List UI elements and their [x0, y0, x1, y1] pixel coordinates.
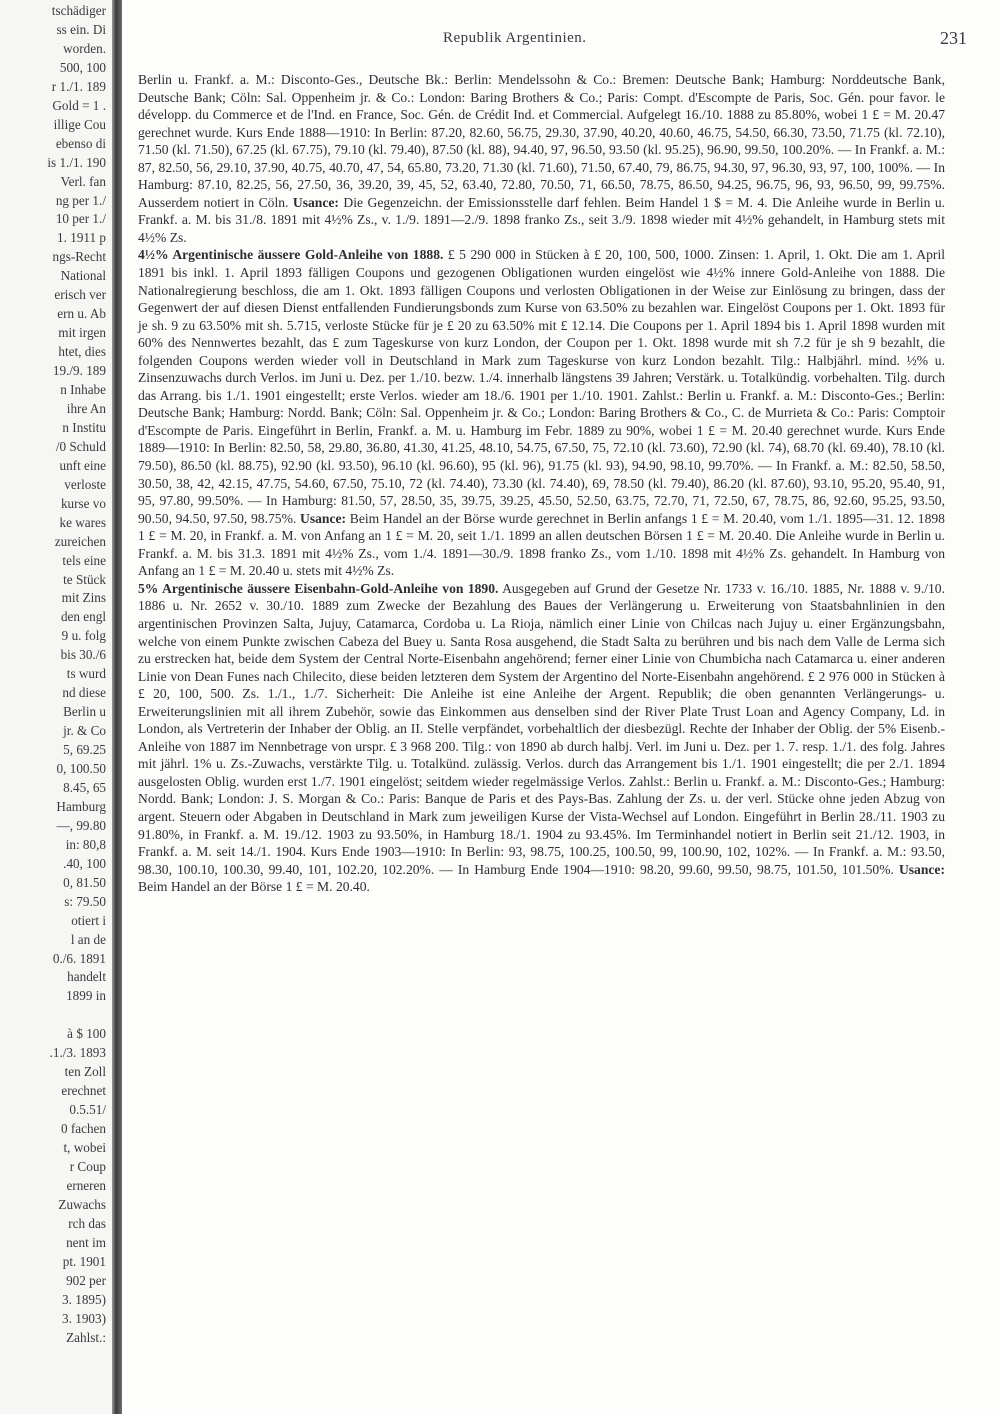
- facing-page-line: ng per 1./: [55, 192, 106, 208]
- facing-page-line: erisch ver: [54, 287, 106, 303]
- facing-page-line: worden.: [63, 40, 106, 56]
- section-heading: 4½% Argentinische äussere Gold-Anleihe von 1888.: [138, 247, 444, 263]
- paragraph-text: £ 5 290 000 in Stücken à £ 20, 100, 500, 1000. Zinsen: 1. April, 1. Okt. Die am 1. April 1891 bis inkl. 1. April 1893 fälligen Coupons und gezogenen Obligationen wurden eingelöst wie 4½% innere Gold-Anleihe von 1888. Die Nationalregierung beschloss, die am 1. Okt. 1893 fälligen Coupons und verlosten Obligationen in der Weise zur Einlösung zu bringen, dass der Gegenwert der auf diesen Dienst entfallenden Fundierungsbonds zum Kurse von 63.50% zu bezahlen war. Eingelöst Coupons per 1. Okt. 1893 für je sh. 9 zu 63.50% mit sh. 5.715, verloste Stücke für je £ 20 zu 63.50% mit £ 12.14. Die Coupons per 1. April 1894 bis 1. April 1898 wurden mit 60% des Nennwertes bezahlt, das £ zum Tageskurse von kurz London, der Coupon per 1. Okt. 1898 wurde mit sh 7.2 für je sh 9 bezahlt, die folgenden Coupons werden wieder voll in Deutschland in Mark zum Tageskurse von kurz London bezahlt. Tilg.: Halbjährl. mind. ½% u. Zinsenzuwachs durch Verlos. im Juni u. Dez. per 1./10. bezw. 1./4. innerhalb längstens 39 Jahren; Verstärk. u. Totalkündig. vorbehalten. Tilg. durch das Arrang. bis 1./1. 1901 eingestellt; erste Verlos. wieder am 18./6. 1901 per 1./10. 1901. Zahlst.: Berlin u. Frankf. a. M.: Disconto-Ges.; Berlin: Deutsche Bank; Hamburg: Nordd. Bank; Cöln: Sal. Oppenheim jr. & Co.; London: Baring Brothers & Co., C. de Murrieta & Co.: Paris: Comptoir d'Escompte de Paris. Eingeführt in Berlin, Frankf. a. M. u. Hamburg im Febr. 1889 zu 90%, wobei 1 £ = M. 20.40 gerechnet wurde. Kurs Ende 1889—1910: In Berlin: 82.50, 58, 29.80, 36.80, 41.30, 41.25, 48.10, 54.75, 67.50, 75, 72.10 (kl. 73.60), 72.90 (kl. 74), 68.70 (kl. 69.40), 78.10 (kl. 79.50), 86.50 (kl. 88.75), 92.90 (kl. 93.50), 96.10 (kl. 96.60), 95 (kl. 96), 91.75 (kl. 93), 94.90, 98.10, 99.70%. — In Frankf. a. M.: 82.50, 58.50, 30.50, 38, 42, 42.15, 47.75, 54.60, 67.50, 75.10, 72 (kl. 74.40), 73.30 (kl. 74.40), 69, 78.50 (kl. 79.40), 86.20 (kl. 87.60), 93.10, 95.20, 95.40, 91, 95, 97.80, 99.50%. — In Hamburg: 81.50, 57, 28.50, 35, 39.75, 39.25, 45.50, 52.50, 63.75, 72.70, 71, 72.50, 67, 78.75, 86, 92.60, 95.25, 93.50, 90.50, 94.50, 97.50, 98.75%.: [138, 247, 946, 526]
- facing-page-line: 1. 1911 p: [57, 230, 106, 246]
- facing-page-line: ngs-Recht: [52, 249, 106, 265]
- body-text: [138, 71, 945, 896]
- facing-page-line: à $ 100: [67, 1026, 106, 1042]
- facing-page-line: erneren: [66, 1177, 106, 1193]
- facing-page-line: pt. 1901: [62, 1253, 106, 1269]
- facing-page-line: 500, 100: [59, 59, 106, 75]
- facing-page-line: 3. 1903): [62, 1310, 106, 1326]
- facing-page-line: 902 per: [66, 1272, 106, 1288]
- facing-page-line: in: 80,8: [65, 836, 106, 852]
- paragraph-text: Die Gegenzeichn. der Emissionsstelle darf fehlen. Beim Handel 1 $ = M. 4. Die Anleihe wurde in Berlin u. Frankf. a. M. bis 31./8. 1891 mit 4½% Zs., v. 1./9. 1891—2./9. 1898 franko Zs., seit 3./9. 1898 wieder mit 4½% gehandelt, in Hamburg stets mit 4½% Zs.: [138, 194, 946, 245]
- facing-page-line: r 1./1. 189: [51, 78, 106, 94]
- facing-page-line: 0 fachen: [60, 1121, 106, 1137]
- facing-page-line: Zuwachs: [58, 1196, 106, 1212]
- facing-page-line: mit Zins: [61, 590, 106, 606]
- facing-page-line: Hamburg: [56, 798, 106, 814]
- facing-page-line: l an de: [70, 931, 106, 947]
- facing-page-line: 9 u. folg: [61, 628, 106, 644]
- facing-page-line: —, 99.80: [56, 817, 106, 833]
- paragraph-text: Beim Handel an der Börse 1 £ = M. 20.40.: [138, 879, 370, 895]
- facing-page-line: ts wurd: [66, 666, 106, 682]
- facing-page-line: kurse vo: [60, 495, 106, 511]
- facing-page-line: Verl. fan: [60, 173, 106, 189]
- facing-page-line: 8.45, 65: [63, 779, 106, 795]
- facing-page-line: nd diese: [62, 685, 106, 701]
- facing-page-line: erechnet: [61, 1083, 106, 1099]
- facing-page-line: tschädiger: [51, 3, 106, 18]
- usance-label: Usance:: [292, 194, 339, 210]
- facing-page-line: Berlin u: [63, 704, 106, 720]
- facing-page-line: Gold = 1 .: [52, 97, 106, 113]
- facing-page-line: mit irgen: [58, 325, 106, 341]
- usance-label: Usance:: [300, 510, 347, 526]
- paragraph-text: Ausgegeben auf Grund der Gesetze Nr. 1733 v. 16./10. 1885, Nr. 1888 v. 9./10. 1886 u. Nr. 2652 v. 30./10. 1889 zum Zwecke der Bezahlung des Baues der Verlängerung u. Erweiterung von Staatsbahnlinien in den argentinischen Provinzen Salta, Jujuy, Catamarca, Cordoba u. La Rioja, nämlich einer Linie von Chilcas nach Jujuy u. einer Ergänzungsbahn, welche von einem Punkte zwischen Cabeza del Buey u. Santa Rosa ausgehend, die Stadt Salta zu berühren und bis nach dem Valle de Lerma sich zu erstrecken hat, beide dem System der Central Norte-Eisenbahn angehörend; ferner einer Linie von Chumbicha nach Catamarca u. einer anderen Linie von Dean Funes nach Chilecito, diese beiden letzteren dem System der Argentino del Norte-Eisenbahn angehörend. £ 2 976 000 in Stücken à £ 20, 100, 500. Zs. 1./1., 1./7. Sicherheit: Die Anleihe ist eine Anleihe der Argent. Republik; die oben genannten Verlängerungs- u. Erweiterungslinien mit all ihrem Zubehör, sowie das Einkommen aus denselben sind der River Plate Trust Loan and Agency Company, Ld. in London, als Vertreterin der Inhaber der Oblig. an II. Stelle verpfändet, vorbehaltlich der diesbezügl. Rechte der Inhaber der Oblig. der 5% Eisenb.-Anleihe von 1887 im Nennbetrage von urspr. £ 3 968 200. Tilg.: von 1890 ab durch halbj. Verl. im Juni u. Dez. per 1. 7. resp. 1./1. des folg. Jahres mit jährl. 1% u. Zs.-Zuwachs, verstärkte Tilg. u. Totalkünd. zulässig. Verlos. durch das Arrangement bis 1./1. 1901 eingestellt; die per 2./1. 1894 ausgelosten Oblig. wurden erst 1./7. 1901 eingelöst; seitdem wieder regelmässige Verlos. Zahlst.: Berlin u. Frankf. a. M.: Disconto-Ges.; Hamburg: Nordd. Bank; London: J. S. Morgan & Co.: Paris: Banque de Paris et des Pays-Bas. Zahlung der Zs. u. der verl. Stücke ohne jeden Abzug von argent. Steuern oder Abgaben in Deutschland in Mark zum jeweiligen Kurse der Vista-Wechsel auf London. Eingeführt in Berlin 28./11. 1903 zu 91.80%, in Frankf. a. M. 19./12. 1903 zu 93.50%, in Hamburg 18./1. 1904 zu 93.45%. Im Terminhandel notiert in Berlin seit 21./12. 1903, in Frankf. a. M. seit 14./1. 1904. Kurs Ende 1903—1910: In Berlin: 93, 98.75, 100.25, 100.50, 99, 100.90, 102, 102%. — In Frankf. a. M.: 93.50, 98.30, 100.10, 100.30, 99.40, 101, 102.20, 102.20%. — In Hamburg Ende 1904—1910: 98.20, 99.60, 99.50, 98.75, 101.50, 101.50%.: [138, 580, 945, 877]
- facing-page-line: illige Cou: [53, 116, 106, 132]
- paragraph-railway-gold-loan-1890: [138, 580, 945, 896]
- facing-page-line: bis 30./6: [60, 647, 106, 663]
- facing-page-line: unft eine: [59, 457, 106, 473]
- facing-page-line: te Stück: [63, 571, 106, 587]
- facing-page-line: 0./6. 1891: [52, 950, 106, 966]
- facing-page-line: 3. 1895): [62, 1291, 106, 1307]
- facing-page-line: Zahlst.:: [66, 1329, 106, 1345]
- facing-page-line: 0.5.51/: [69, 1102, 106, 1118]
- facing-page-line: handelt: [67, 969, 106, 985]
- facing-page-line: ebenso di: [55, 135, 106, 151]
- book-gutter: [112, 0, 122, 1414]
- section-heading: 5% Argentinische äussere Eisenbahn-Gold-Anleihe von 1890.: [138, 580, 499, 596]
- facing-page-line: 5, 69.25: [63, 742, 106, 758]
- book-page: [123, 0, 1000, 1414]
- paragraph-text: Beim Handel an der Börse wurde gerechnet in Berlin anfangs 1 £ = M. 20.40, vom 1./1. 1895—31. 12. 1898 1 £ = M. 20, in Frankf. a. M. von Anfang an 1 £ = M. 20, seit 1./1. 1899 an allen deutschen Börsen 1 £ = M. 20.40. Die Anleihe wurde in Berlin u. Frankf. a. M. bis 31.3. 1891 mit 4½% Zs., vom 1./4. 1891—30./9. 1898 franko Zs., vom 1./10. 1898 mit 4½% Zs. gehandelt. In Hamburg von Anfang an 1 £ = M. 20.40 u. stets mit 4½% Zs.: [138, 510, 945, 579]
- facing-page-line: verloste: [64, 476, 106, 492]
- facing-page-line: n Institu: [62, 419, 106, 435]
- facing-page-line: zureichen: [54, 533, 106, 549]
- facing-page-line: ihre An: [66, 400, 106, 416]
- facing-page-fragment: [0, 0, 112, 1414]
- facing-page-line: htet, dies: [58, 344, 106, 360]
- facing-page-line: 19./9. 189: [52, 363, 106, 379]
- facing-page-line: jr. & Co: [63, 723, 106, 739]
- running-head: Republik Argentinien.: [443, 30, 587, 46]
- page-number: 231: [940, 28, 967, 48]
- facing-page-line: otiert i: [71, 912, 106, 928]
- facing-page-line: n Inhabe: [60, 382, 106, 397]
- facing-page-line: 10 per 1./: [55, 211, 106, 227]
- facing-page-line: ss ein. Di: [56, 21, 106, 37]
- facing-page-line: s: 79.50: [64, 893, 106, 909]
- facing-page-line: .1./3. 1893: [49, 1045, 106, 1061]
- facing-page-line: t, wobei: [63, 1140, 106, 1155]
- facing-page-line: .40, 100: [63, 855, 106, 871]
- facing-page-line: 0, 100.50: [56, 761, 106, 776]
- paragraph-gold-loan-1888: [138, 246, 945, 579]
- facing-page-line: ke wares: [59, 514, 106, 530]
- facing-page-line: ten Zoll: [64, 1064, 106, 1080]
- paragraph-argentine-1888-internal: [138, 71, 945, 246]
- facing-page-line: ern u. Ab: [57, 306, 106, 322]
- facing-page-line: r Coup: [69, 1158, 106, 1174]
- facing-page-line: tels eine: [62, 552, 106, 568]
- facing-page-line: 0, 81.50: [63, 874, 106, 890]
- paragraph-text: Berlin u. Frankf. a. M.: Disconto-Ges., Deutsche Bk.: Berlin: Mendelssohn & Co.: Bremen: Deutsche Bank; Hamburg: Norddeutsche Bank, Deutsche Bank; Cöln: Sal. Oppenheim jr. & Co.: London: Baring Brothers & Co.; Paris: Compt. d'Escompte de Paris, Soc. Gén. pour favor. le développ. du Commerce et de l'Ind. en France, Soc. Gén. de Crédit Ind. et Commercial. Aufgelegt 16./10. 1888 zu 85.80%, wobei 1 £ = M. 20.47 gerechnet wurde. Kurs Ende 1888—1910: In Berlin: 87.20, 82.60, 56.75, 29.30, 37.90, 40.20, 40.60, 46.75, 54.50, 66.30, 73.50, 71.75 (kl. 72.10), 71.50 (kl. 71.50), 67.25 (kl. 67.75), 79.10 (kl. 79.40), 87.50 (kl. 88), 94.40, 97, 96.50, 93.50 (kl. 95.25), 96.90, 99.50, 100.20%. — In Frankf. a. M.: 87, 82.50, 56, 29.10, 37.90, 40.75, 40.70, 47, 54, 65.80, 73.20, 71.30 (kl. 71.60), 71.50, 67.40, 79, 86.75, 94.30, 97, 96.30, 93, 97, 100, 100%. — In Hamburg: 87.10, 82.25, 56, 27.50, 36, 39.20, 39, 45, 52, 63.40, 72.80, 70.50, 71, 66.50, 78.75, 86.50, 94.25, 96.75, 96, 93, 96.50, 99, 99.75%. Ausserdem notiert in Cöln.: [138, 72, 945, 210]
- facing-page-line: rch das: [68, 1215, 106, 1231]
- facing-page-line: 1899 in: [66, 988, 106, 1004]
- facing-page-line: den engl: [60, 609, 106, 625]
- facing-page-line: nent im: [66, 1234, 106, 1250]
- facing-page-line: National: [60, 268, 106, 284]
- facing-page-line: /0 Schuld: [55, 438, 106, 454]
- usance-label: Usance:: [898, 861, 945, 877]
- facing-page-line: is 1./1. 190: [47, 154, 106, 170]
